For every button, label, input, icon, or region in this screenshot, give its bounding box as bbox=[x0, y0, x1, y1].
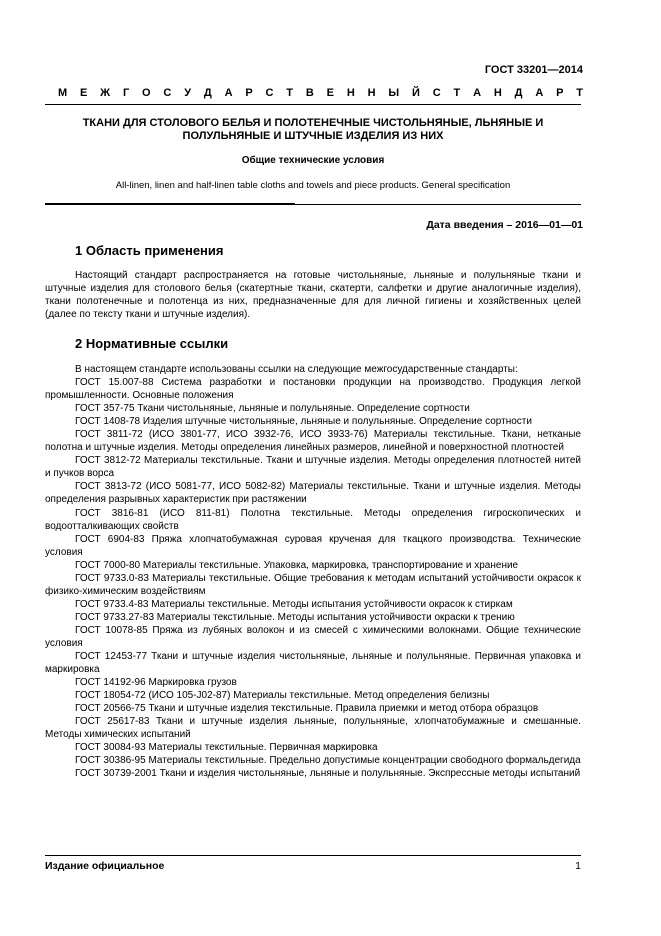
document-number: ГОСТ 33201—2014 bbox=[484, 64, 583, 76]
list-item: ГОСТ 30084-93 Материалы текстильные. Первичная маркировка bbox=[75, 742, 378, 754]
section-1-text: Настоящий стандарт распространяется на готовые чистольняные, льняные и полульняные ткани и штучные изделия для столового белья (скатертные ткани, скатерти, салфетки и другие аналогичные изделия), ткани полотенечные и полотенца из них, предназначенные для для личной гигиены и хозяйственных целей (далее по тексту ткани и штучные изделия). bbox=[45, 270, 581, 320]
list-item: ГОСТ 3813-72 (ИСО 5081-77, ИСО 5082-82) Материалы текстильные. Ткани и штучные изделия. Методы определения разрывных характеристик при растяжении bbox=[45, 481, 581, 506]
official-edition-label: Издание официальное bbox=[45, 860, 165, 872]
title-line-1: ТКАНИ ДЛЯ СТОЛОВОГО БЕЛЬЯ И ПОЛОТЕНЕЧНЫЕ ЧИСТОЛЬНЯНЫЕ, ЛЬНЯНЫЕ И bbox=[82, 117, 544, 129]
list-item: ГОСТ 3812-72 Материалы текстильные. Ткани и штучные изделия. Методы определения плотностей нитей и пучков ворса bbox=[45, 455, 581, 480]
list-item: ГОСТ 9733.27-83 Материалы текстильные. Методы испытания устойчивости окраски к трению bbox=[75, 611, 515, 623]
english-title: All-linen, linen and half-linen table cloths and towels and piece products. General specification bbox=[115, 180, 511, 191]
top-divider bbox=[45, 104, 581, 105]
list-item: ГОСТ 20566-75 Ткани и штучные изделия текстильные. Правила приемки и метод отбора образцов bbox=[75, 703, 539, 715]
list-item: ГОСТ 14192-96 Маркировка грузов bbox=[75, 677, 237, 689]
list-item: ГОСТ 18054-72 (ИСО 105-J02-87) Материалы текстильные. Метод определения белизны bbox=[75, 690, 490, 702]
page-number: 1 bbox=[575, 860, 581, 872]
middle-divider-thick bbox=[45, 203, 295, 205]
list-item: ГОСТ 12453-77 Ткани и штучные изделия чистольняные, льняные и полульняные. Первичная упаковка и маркировка bbox=[45, 651, 581, 676]
interstate-standard-label: М Е Ж Г О С У Д А Р С Т В Е Н Н Ы Й С Т А Н Д А Р Т bbox=[58, 87, 583, 99]
list-item: ГОСТ 6904-83 Пряжа хлопчатобумажная суровая крученая для ткацкого производства. Технические условия bbox=[45, 533, 581, 558]
document-subtitle: Общие технические условия bbox=[241, 155, 385, 166]
document-title bbox=[45, 117, 581, 143]
section-1-paragraph bbox=[45, 269, 581, 321]
references-list bbox=[45, 363, 581, 781]
footer-divider bbox=[45, 855, 581, 856]
list-item: ГОСТ 9733.4-83 Материалы текстильные. Методы испытания устойчивости окрасок к стиркам bbox=[75, 598, 513, 610]
list-item: ГОСТ 9733.0-83 Материалы текстильные. Общие требования к методам испытаний устойчивости окрасок к физико-химическим воздействиям bbox=[45, 572, 581, 597]
section-1-heading: 1 Область применения bbox=[75, 243, 224, 258]
introduction-date: Дата введения – 2016—01—01 bbox=[426, 219, 583, 231]
list-item: ГОСТ 1408-78 Изделия штучные чистольняные, льняные и полульняные. Определение сортности bbox=[75, 416, 532, 428]
list-item: ГОСТ 30739-2001 Ткани и изделия чистольняные, льняные и полульняные. Экспрессные методы испытаний bbox=[75, 768, 581, 780]
title-line-2: ПОЛУЛЬНЯНЫЕ И ШТУЧНЫЕ ИЗДЕЛИЯ ИЗ НИХ bbox=[182, 130, 444, 142]
section-2-heading: 2 Нормативные ссылки bbox=[75, 336, 229, 351]
list-item: В настоящем стандарте использованы ссылки на следующие межгосударственные стандарты: bbox=[75, 364, 518, 375]
list-item: ГОСТ 3816-81 (ИСО 811-81) Полотна текстильные. Методы определения гигроскопических и водоотталкивающих свойств bbox=[45, 507, 581, 532]
list-item: ГОСТ 7000-80 Материалы текстильные. Упаковка, маркировка, транспортирование и хранение bbox=[75, 559, 519, 571]
list-item: ГОСТ 10078-85 Пряжа из лубяных волокон и из смесей с химическими волокнами. Общие технические условия bbox=[45, 624, 581, 649]
list-item: ГОСТ 3811-72 (ИСО 3801-77, ИСО 3932-76, ИСО 3933-76) Материалы текстильные. Ткани, нетканые полотна и штучные изделия. Методы определения линейных размеров, линейной и поверхностной плотностей bbox=[45, 429, 581, 454]
list-item: ГОСТ 25617-83 Ткани и штучные изделия льняные, полульняные, хлопчатобумажные и смешанные. Методы химических испытаний bbox=[45, 716, 581, 741]
list-item: ГОСТ 15.007-88 Система разработки и постановки продукции на производство. Продукция легкой промышленности. Основные положения bbox=[45, 377, 581, 402]
list-item: ГОСТ 30386-95 Материалы текстильные. Предельно допустимые концентрации свободного формальдегида bbox=[75, 755, 581, 767]
list-item: ГОСТ 357-75 Ткани чистольняные, льняные и полульняные. Определение сортности bbox=[75, 403, 470, 415]
